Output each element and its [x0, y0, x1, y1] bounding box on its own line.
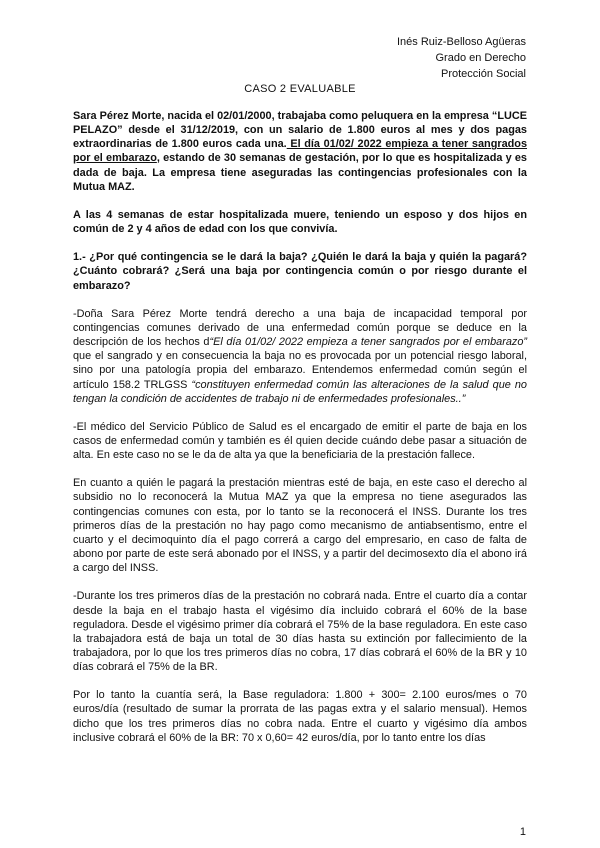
case-statement-text-end: , estando de 30 semanas de gestación, por lo que es hospitalizada y es dada de baja. La empresa tiene aseguradas las contingencias profesionales con la Mutua MAZ.	[73, 152, 527, 193]
case-death-paragraph: A las 4 semanas de estar hospitalizada muere, teniendo un esposo y dos hijos en común de 2 y 4 años de edad con los que convivía.	[73, 208, 527, 236]
answer-paragraph-3: En cuanto a quién le pagará la prestación mientras esté de baja, en este caso el derecho al subsidio no lo reconocerá la Mutua MAZ ya que la empresa no tiene asegurados las contingencias comunes con esta, por lo tanto se la reconocerá el INSS. Durante los tres primeros días de la prestación no hay pago como mecanismo de antiabsentismo, entre el cuarto y el decimoquinto día el pago correrá a cargo del empresario, en caso de falta de abono por parte de este será abonado por el INSS, y a partir del decimosexto día el abono irá a cargo del INSS.	[73, 477, 527, 575]
answer-1-text-cont: que el sangrado y en consecuencia la baja no es provocada por un potencial riesgo laboral, sino por una patología propia del embarazo. Entendemos enfermedad común según el artículo 158.2 TRLGSS	[73, 350, 527, 391]
answer-paragraph-5: Por lo tanto la cuantía será, la Base reguladora: 1.800 + 300= 2.100 euros/mes o 70 euros/día (resultado de sumar la prorrata de las pagas extra y el salario mensual). Hemos dicho que los tres primeros días no cobra nada. Entre el cuarto y vigésimo día ambos inclusive cobrará el 60% de la BR: 70 x 0,60= 42 euros/día, por lo tanto entre los días	[73, 689, 527, 744]
author-block	[397, 34, 526, 82]
answer-paragraph-1	[73, 307, 527, 406]
answer-1-text: -Doña Sara Pérez Morte tendrá derecho a una baja de incapacidad temporal por contingencias comunes derivado de una enfermedad común porque se deduce en la descripción de los hechos d	[73, 307, 527, 349]
answer-paragraph-4: -Durante los tres primeros días de la prestación no cobrará nada. Entre el cuarto día a contar desde la baja en el trabajo hasta el vigésimo día incluido cobrará el 60% de la base reguladora. Desde el vigésimo primer día cobrará el 75% de la base reguladora. En este caso la trabajadora está de baja un total de 30 días hasta su extinción por fallecimiento de la trabajadora, por lo que los tres primeros días no cobra, 17 días cobrará el 60% de la BR y 10 días cobrará el 75% de la BR.	[73, 590, 527, 674]
case-statement-text: Sara Pérez Morte, nacida el 02/01/2000, trabajaba como peluquera en la empresa “LUCE PELAZO” desde el 31/12/2019, con un salario de 1.800 euros al mes y dos pagas extraordinarias de 1.800 euros cada una.	[73, 110, 527, 151]
subject-name: Protección Social	[441, 68, 526, 80]
answer-1-quote-facts: “El día 01/02/ 2022 empieza a tener sangrados por el embarazo”	[209, 336, 528, 349]
answer-1-quote-law: “constituyen enfermedad común las alteraciones de la salud que no tengan la condición de accidentes de trabajo ni de enfermedades profesionales..”	[73, 378, 527, 405]
document-body	[73, 109, 527, 759]
document-title: CASO 2 EVALUABLE	[244, 83, 356, 95]
question-1: 1.- ¿Por qué contingencia se le dará la baja? ¿Quién le dará la baja y quién la pagará? ¿Cuánto cobrará? ¿Será una baja por contingencia común o por riesgo durante el embarazo?	[73, 251, 527, 292]
author-name: Inés Ruiz-Belloso Agüeras	[396, 36, 526, 48]
degree-name: Grado en Derecho	[435, 52, 526, 64]
case-statement-paragraph	[73, 109, 527, 194]
page-number: 1	[519, 826, 526, 838]
case-statement-underlined: El día 01/02/ 2022 empieza a tener sangrados por el embarazo	[73, 138, 528, 165]
answer-paragraph-2: -El médico del Servicio Público de Salud es el encargado de emitir el parte de baja en los casos de enfermedad común y también es él quien decide cuándo debe pasar a situación de alta. En este caso no se le da de alta ya que la beneficiaria de la prestación fallece.	[73, 420, 527, 462]
